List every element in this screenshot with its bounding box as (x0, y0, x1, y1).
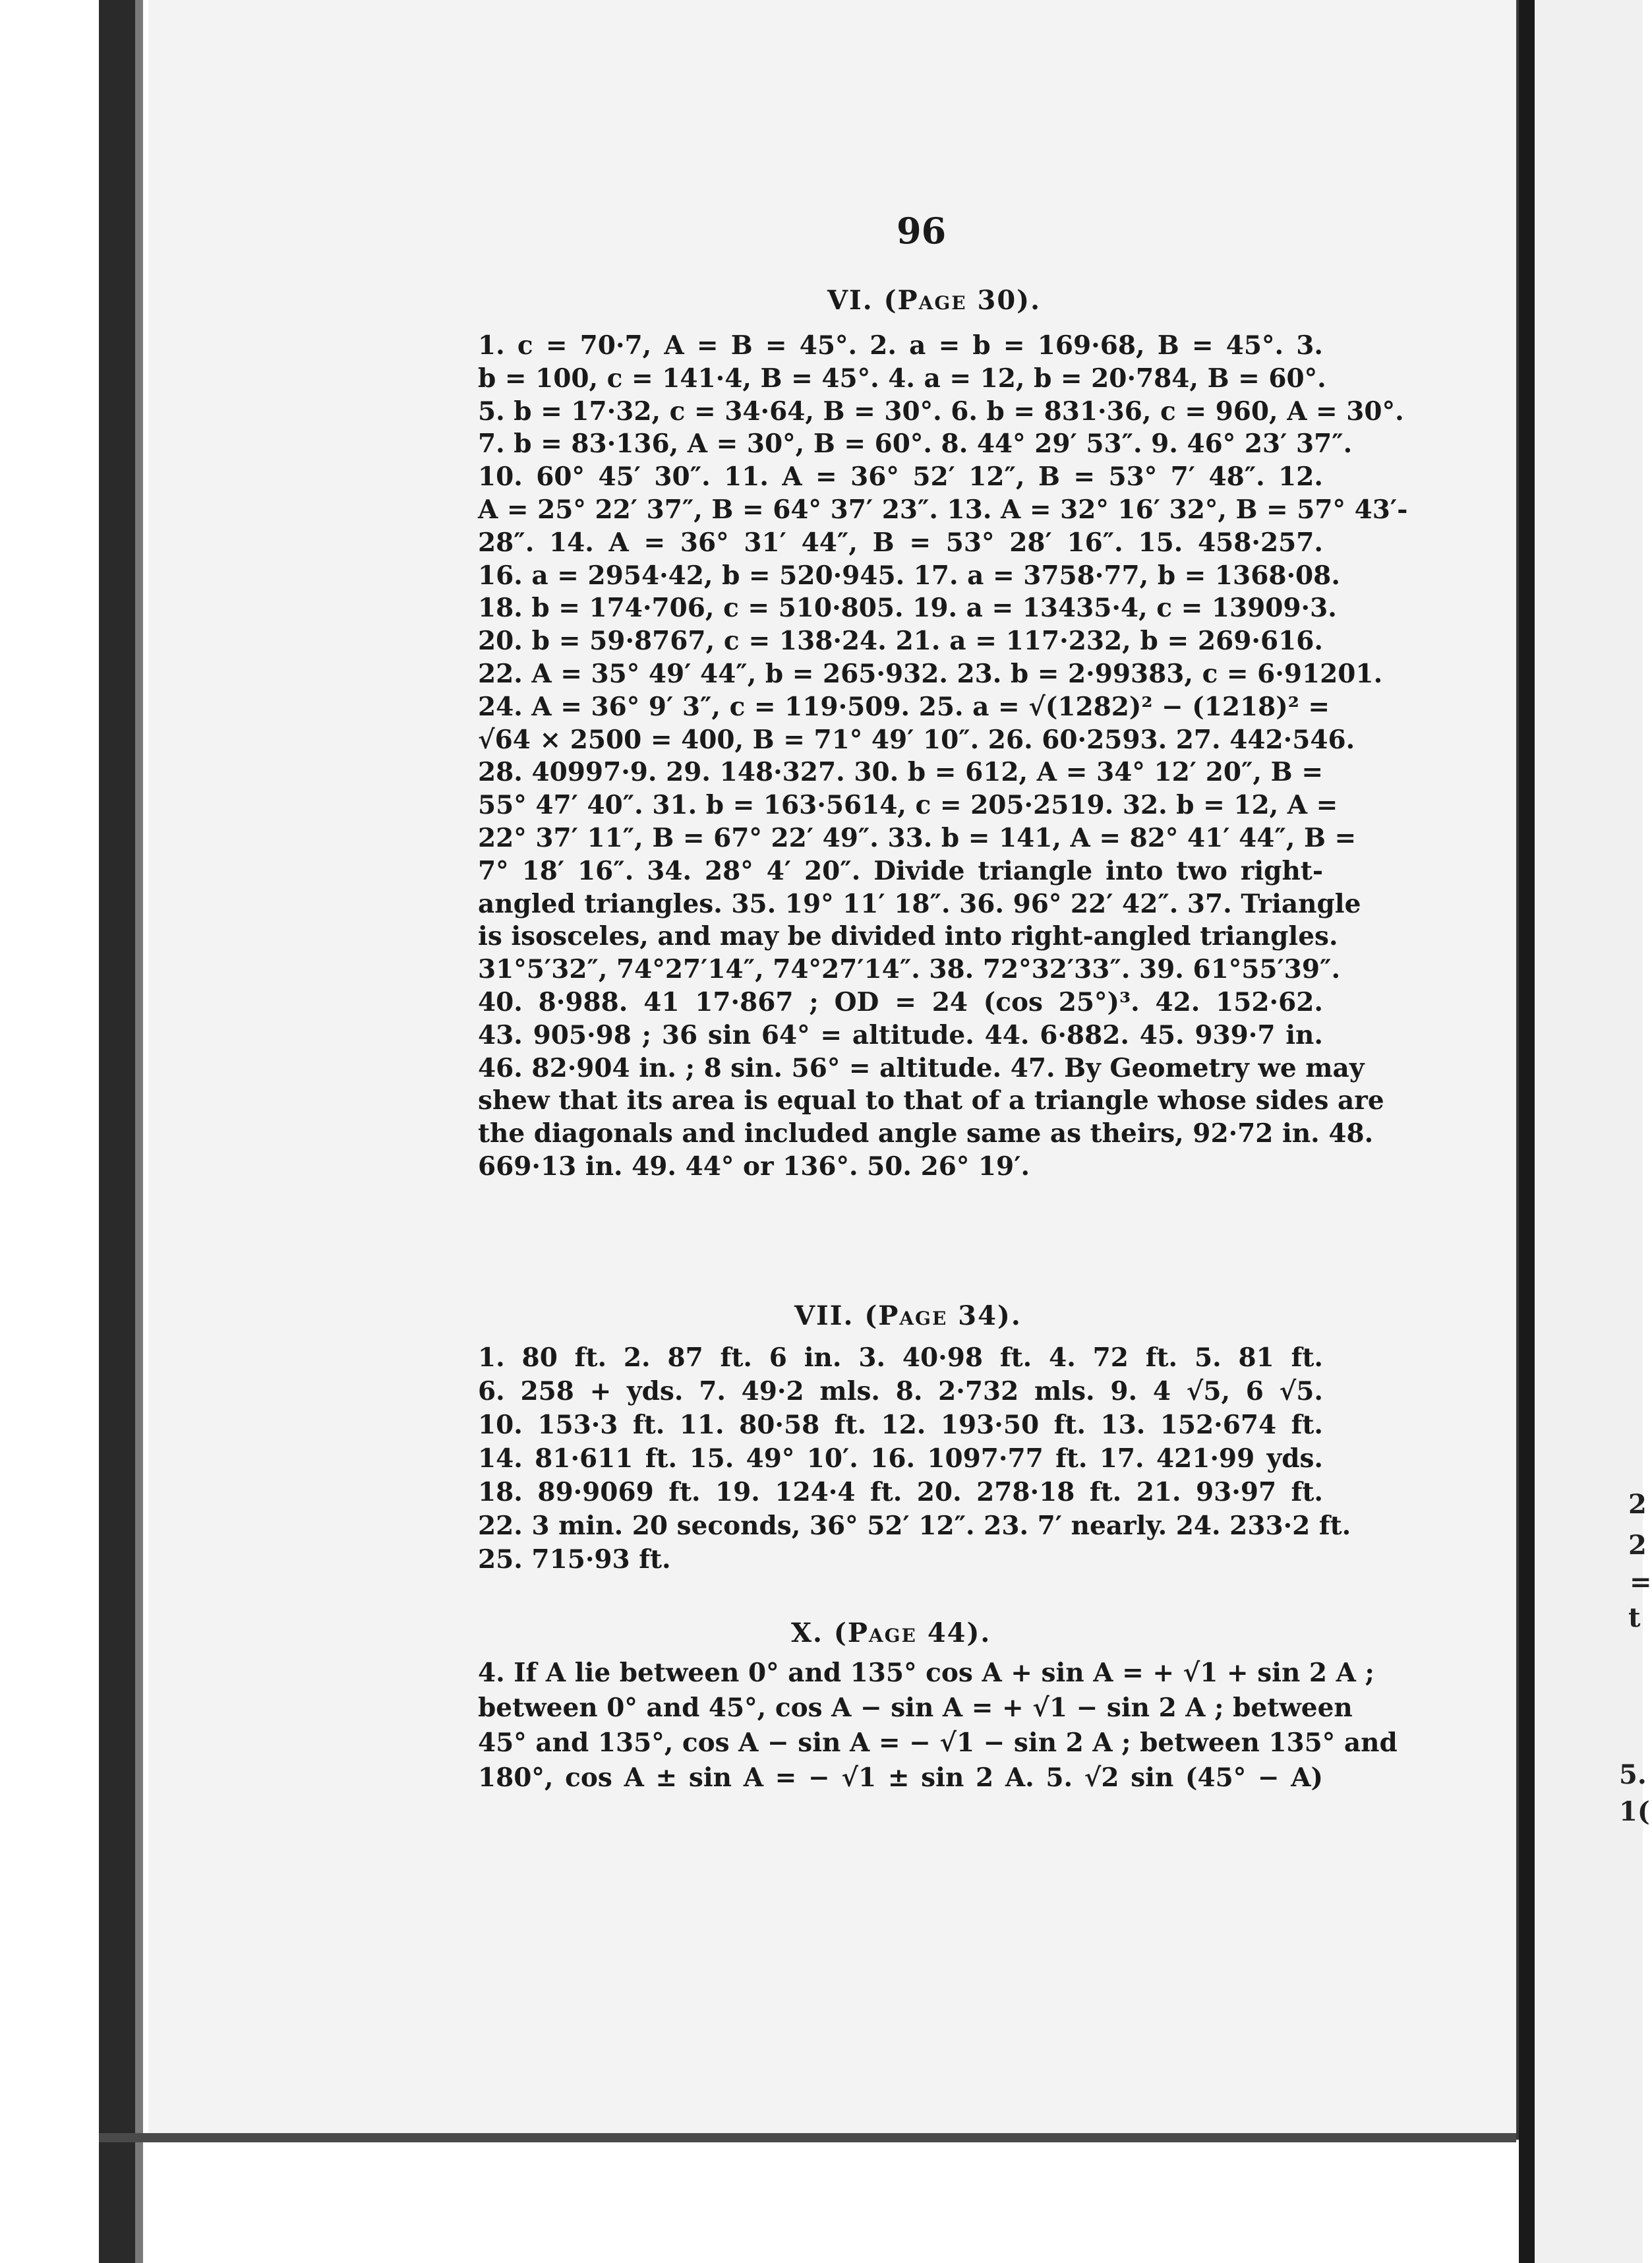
next-page-edge (1535, 0, 1643, 2263)
answer-line: 28″. 14. A = 36° 31′ 44″, B = 53° 28′ 16″. 15. 458·257. (478, 527, 1323, 558)
section-numeral: VI. (827, 285, 873, 316)
answer-line: 10. 153·3 ft. 11. 80·58 ft. 12. 193·50 ft. 13. 152·674 ft. (478, 1410, 1323, 1440)
answer-line: 1. c = 70·7, A = B = 45°. 2. a = b = 169·68, B = 45°. 3. (478, 330, 1323, 361)
answer-line: is isosceles, and may be divided into right-angled triangles. (478, 921, 1338, 952)
answer-line: 25. 715·93 ft. (478, 1544, 671, 1575)
answer-line: 18. b = 174·706, c = 510·805. 19. a = 13435·4, c = 13909·3. (478, 593, 1337, 624)
answer-line: 40. 8·988. 41 17·867 ; OD = 24 (cos 25°)³. 42. 152·62. (478, 986, 1323, 1017)
section-numeral: X. (791, 1617, 823, 1648)
answer-line: 18. 89·9069 ft. 19. 124·4 ft. 20. 278·18 ft. 21. 93·97 ft. (478, 1477, 1323, 1507)
answer-line: 16. a = 2954·42, b = 520·945. 17. a = 3758·77, b = 1368·08. (478, 560, 1340, 591)
next-page-fragment: t (1628, 1602, 1641, 1633)
next-page-fragment: 2 (1628, 1489, 1647, 1520)
answer-line: 45° and 135°, cos A − sin A = − √1 − sin 2 A ; between 135° and (478, 1728, 1398, 1758)
answer-line: shew that its area is equal to that of a triangle whose sides are (478, 1085, 1384, 1116)
section-vii-answers (478, 1343, 1351, 1581)
section-numeral: VII. (794, 1300, 854, 1331)
left-book-edge (99, 0, 140, 2263)
next-page-fragment: = (1630, 1567, 1652, 1598)
answer-line: 28. 40997·9. 29. 148·327. 30. b = 612, A = 34° 12′ 20″, B = (478, 757, 1323, 788)
answer-line: 22. A = 35° 49′ 44″, b = 265·932. 23. b = 2·99383, c = 6·91201. (478, 658, 1383, 689)
section-heading-x (791, 1617, 991, 1648)
answer-line: 31°5′32″, 74°27′14″, 74°27′14″. 38. 72°32′33″. 39. 61°55′39″. (478, 954, 1341, 985)
next-page-fragment: 5. (1619, 1759, 1647, 1790)
answer-line: 6. 258 + yds. 7. 49·2 mls. 8. 2·732 mls. 9. 4 √5, 6 √5. (478, 1376, 1323, 1406)
answer-line: 1. 80 ft. 2. 87 ft. 6 in. 3. 40·98 ft. 4. 72 ft. 5. 81 ft. (478, 1343, 1323, 1373)
page-number: 96 (897, 210, 947, 252)
left-page-edge (135, 0, 143, 2263)
answer-line: b = 100, c = 141·4, B = 45°. 4. a = 12, b = 20·784, B = 60°. (478, 363, 1326, 394)
answer-line: 43. 905·98 ; 36 sin 64° = altitude. 44. 6·882. 45. 939·7 in. (478, 1019, 1323, 1050)
answer-line: 55° 47′ 40″. 31. b = 163·5614, c = 205·2519. 32. b = 12, A = (478, 790, 1338, 821)
next-page-fragment: 1( (1619, 1796, 1650, 1827)
answer-line: 22. 3 min. 20 seconds, 36° 52′ 12″. 23. 7′ nearly. 24. 233·2 ft. (478, 1511, 1351, 1541)
next-page-fragment: 2 (1628, 1530, 1647, 1561)
section-page-ref: (Page 30). (883, 285, 1042, 316)
answer-line: 24. A = 36° 9′ 3″, c = 119·509. 25. a = √(1282)² − (1218)² = (478, 691, 1330, 722)
section-page-ref: (Page 44). (833, 1617, 991, 1648)
answer-line: 7. b = 83·136, A = 30°, B = 60°. 8. 44° 29′ 53″. 9. 46° 23′ 37″. (478, 429, 1353, 460)
section-page-ref: (Page 34). (864, 1300, 1022, 1331)
answer-line: 46. 82·904 in. ; 8 sin. 56° = altitude. 47. By Geometry we may (478, 1052, 1365, 1083)
answer-line: 7° 18′ 16″. 34. 28° 4′ 20″. Divide triangle into two right- (478, 855, 1323, 886)
section-heading-vii (794, 1300, 1022, 1331)
answer-line: 20. b = 59·8767, c = 138·24. 21. a = 117·232, b = 269·616. (478, 626, 1323, 657)
section-vi-answers (478, 330, 1408, 1187)
answer-line: between 0° and 45°, cos A − sin A = + √1 − sin 2 A ; between (478, 1693, 1353, 1723)
section-heading-vi (827, 285, 1041, 316)
answer-line: angled triangles. 35. 19° 11′ 18″. 36. 96° 22′ 42″. 37. Triangle (478, 888, 1361, 919)
answer-line: the diagonals and included angle same as theirs, 92·72 in. 48. (478, 1118, 1374, 1149)
answer-line: 10. 60° 45′ 30″. 11. A = 36° 52′ 12″, B = 53° 7′ 48″. 12. (478, 462, 1323, 493)
answer-line: 22° 37′ 11″, B = 67° 22′ 49″. 33. b = 141, A = 82° 41′ 44″, B = (478, 822, 1357, 853)
answer-line: 4. If A lie between 0° and 135° cos A + sin A = + √1 + sin 2 A ; (478, 1658, 1374, 1688)
section-x-answers (478, 1658, 1398, 1800)
answer-line: 180°, cos A ± sin A = − √1 ± sin 2 A. 5. √2 sin (45° − A) (478, 1763, 1323, 1793)
page-bottom-edge (99, 2133, 1516, 2142)
answer-line: 5. b = 17·32, c = 34·64, B = 30°. 6. b = 831·36, c = 960, A = 30°. (478, 396, 1404, 427)
answer-line: A = 25° 22′ 37″, B = 64° 37′ 23″. 13. A = 32° 16′ 32°, B = 57° 43′- (478, 494, 1408, 525)
answer-line: √64 × 2500 = 400, B = 71° 49′ 10″. 26. 60·2593. 27. 442·546. (478, 724, 1355, 755)
book-gutter (1519, 0, 1535, 2263)
answer-line: 14. 81·611 ft. 15. 49° 10′. 16. 1097·77 ft. 17. 421·99 yds. (478, 1443, 1323, 1474)
answer-line: 669·13 in. 49. 44° or 136°. 50. 26° 19′. (478, 1151, 1030, 1182)
